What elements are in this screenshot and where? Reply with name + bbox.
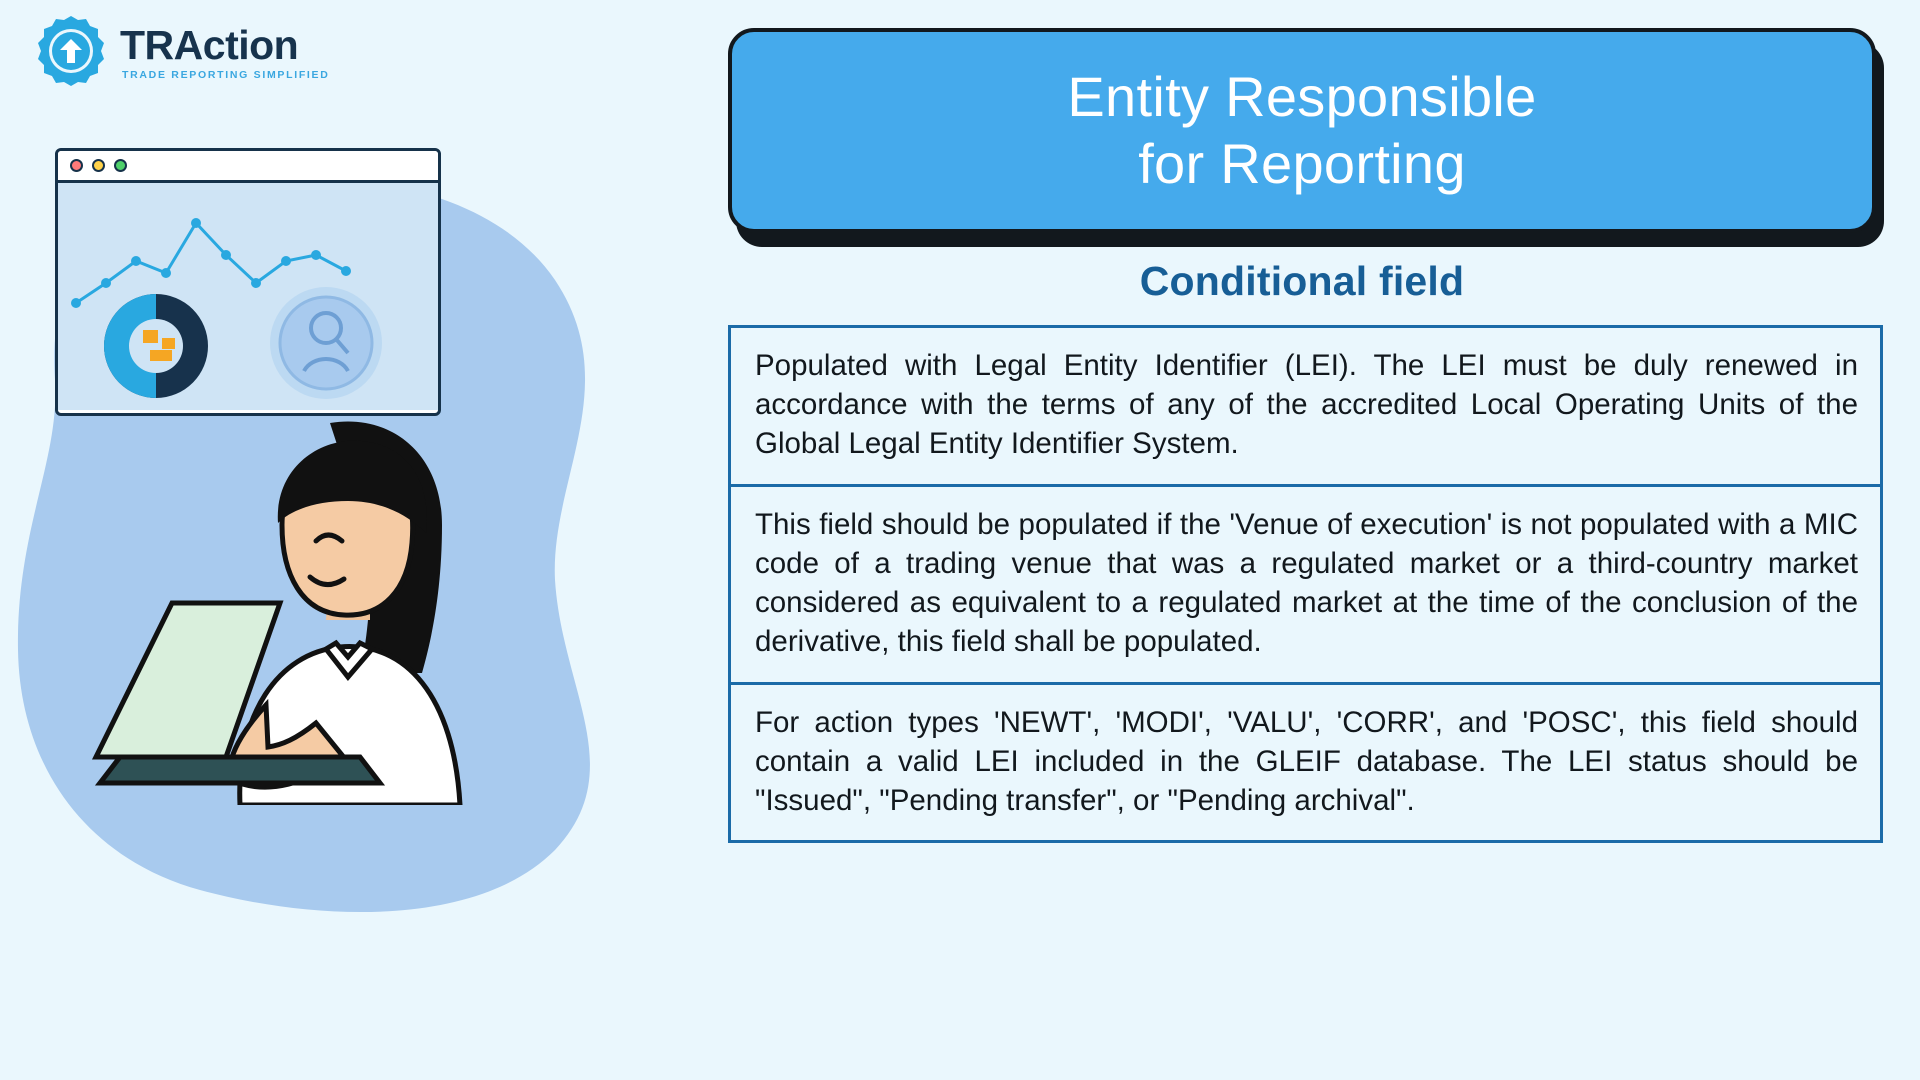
gear-upload-icon xyxy=(32,14,110,92)
woman-at-laptop-illustration xyxy=(30,405,560,805)
section-subtitle: Conditional field xyxy=(1139,258,1465,304)
page-title xyxy=(1067,64,1536,196)
content-box-text: For action types 'NEWT', 'MODI', 'VALU', 'CORR', and 'POSC', this field should contain a valid LEI included in the GLEIF database. The LEI status should be "Issued", "Pending transfer", or "Pending archival". xyxy=(755,705,1858,818)
content-box-text: Populated with Legal Entity Identifier (LEI). The LEI must be duly renewed in accordance with the terms of any of the accredited Local Operating Units of the Global Legal Entity Identifier System. xyxy=(755,349,1858,461)
maximize-dot[interactable] xyxy=(114,159,127,172)
dashboard-browser-window xyxy=(55,148,441,416)
left-illustration-column xyxy=(0,0,700,1080)
brand-tagline: TRADE REPORTING SIMPLIFIED xyxy=(122,69,330,82)
title-banner xyxy=(728,28,1876,233)
content-box xyxy=(728,325,1883,487)
brand-name: TRAction xyxy=(120,22,299,69)
brand-text xyxy=(120,22,330,82)
close-dot[interactable] xyxy=(70,159,83,172)
brand-logo xyxy=(32,14,330,92)
content-box xyxy=(728,484,1883,685)
content-box-list xyxy=(728,325,1883,840)
user-badge-icon xyxy=(270,287,382,399)
browser-titlebar xyxy=(58,151,438,183)
minimize-dot[interactable] xyxy=(92,159,105,172)
content-box xyxy=(728,682,1883,844)
right-content-column xyxy=(700,0,1920,1080)
page-title-line1: Entity Responsible xyxy=(1067,65,1537,129)
content-box-text: This field should be populated if the 'Venue of execution' is not populated with a MIC code of a trading venue that was a regulated market or a third-country market considered as equivalent to a regulated market at the time of the conclusion of the derivative, this field shall be populated. xyxy=(755,507,1858,659)
donut-chart-icon xyxy=(104,294,208,398)
browser-content xyxy=(58,183,438,410)
page-title-line2: for Reporting xyxy=(1138,131,1466,195)
